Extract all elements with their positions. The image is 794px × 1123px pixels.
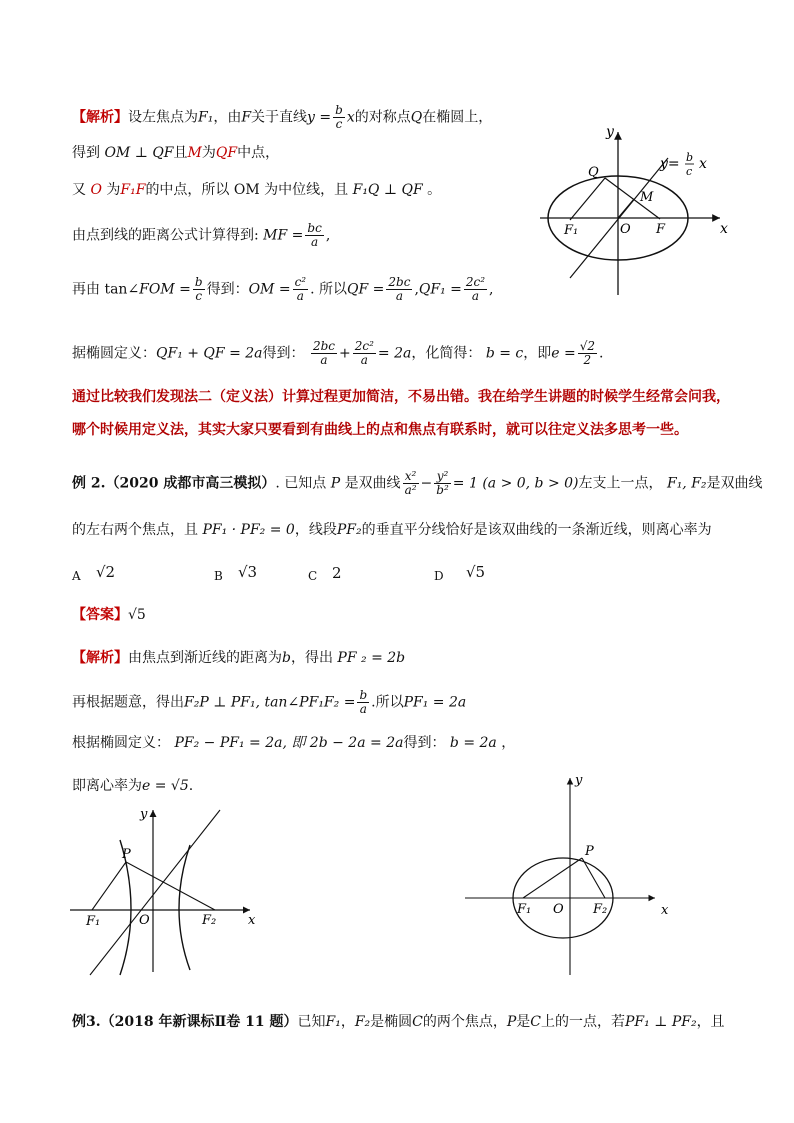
solution2-line-4: 即离心率为e = √5. — [72, 778, 194, 794]
example2-line-1: 例 2.（2020 成都市高三模拟）. 已知点 P 是双曲线 $\frac{\text{x²}}{\text{a²}}$ − $\frac{\text{y²}}{\text{b²}}$ = 1 (a > 0, b > 0)左支上一点， F₁, F₂是双曲线 — [72, 469, 763, 497]
solution-line-2: 得到 OM ⊥ QF且M为QF中点， — [72, 145, 280, 161]
figure-ellipse-reflection — [540, 120, 740, 300]
svg-text:P: P — [585, 844, 594, 859]
fig1-f-label: F — [656, 222, 666, 237]
fraction: $\frac{b}{c}$ — [335, 103, 343, 131]
svg-text:F₂: F₂ — [202, 913, 217, 928]
asymptote-line — [90, 810, 220, 975]
segment-pf2 — [582, 858, 605, 898]
fig1-m-label: M — [640, 190, 654, 205]
fig1-q-label: Q — [588, 165, 599, 180]
option-b-value: √3 — [238, 563, 258, 581]
solution-line-4: 由点到线的距离公式计算得到: MF = $\frac{bc}{a}$ , — [72, 221, 331, 249]
solution-line-5: 再由 tan∠FOM = $\frac{b}{c}$ 得到：OM = $\frac{\text{c²}}{a}$ . 所以QF = $\frac{2bc}{a}$ ,QF₁ = $\frac{\text{2c²}}{a}$ , — [72, 275, 494, 303]
svg-text:F₂: F₂ — [593, 902, 608, 917]
fig1-o-label: O — [620, 222, 631, 237]
solution-line-3: 又 O 为F₁F的中点，所以 OM 为中位线，且 F₁Q ⊥ QF 。 — [72, 182, 442, 198]
option-d-key: D — [434, 569, 444, 583]
segment-pf1 — [92, 862, 126, 910]
svg-text:x: x — [699, 156, 707, 172]
segment-pf2 — [126, 862, 215, 910]
svg-text:P: P — [122, 847, 131, 862]
svg-text:x: x — [661, 903, 669, 918]
answer-line: 【答案】√5 — [72, 607, 146, 623]
svg-text:y: y — [575, 773, 583, 788]
example2-line-2: 的左右两个焦点，且 PF₁ · PF₂ = 0，线段PF₂的垂直平分线恰好是该双曲线的一条渐近线，则离心率为 — [72, 522, 712, 538]
option-a-value: √2 — [96, 563, 116, 581]
option-a-key: A — [72, 569, 81, 583]
option-c-key: C — [308, 569, 318, 583]
svg-text:O: O — [553, 902, 564, 917]
solution-line-1: 【解析】设左焦点为F₁，由F关于直线y = $\frac{b}{c}$ x的对称点Q在椭圆上， — [72, 103, 493, 131]
fig1-line-label: y= — [660, 156, 680, 172]
solution-line-6: 据椭圆定义：QF₁ + QF = 2a得到： $\frac{2bc}{a}$ + $\frac{\text{2c²}}{a}$ = 2a，化简得： b = c，即e = $\frac{√2}{2}$ . — [72, 339, 604, 367]
solution2-line-3: 根据椭圆定义： PF₂ − PF₁ = 2a, 即 2b − 2a = 2a得到： b = 2a ， — [72, 735, 516, 751]
fig1-f1-label: F₁ — [564, 223, 579, 238]
solution2-line-1: 【解析】由焦点到渐近线的距离为b，得出 PF ₂ = 2b — [72, 650, 406, 666]
segment-pf1 — [523, 858, 582, 898]
svg-text:F₁: F₁ — [86, 914, 101, 929]
svg-text:c: c — [686, 165, 693, 178]
hyperbola-right-branch — [179, 845, 190, 970]
figure-hyperbola — [70, 800, 270, 980]
segment-om — [618, 199, 634, 218]
summary-line-2: 哪个时候用定义法，其实大家只要看到有曲线上的点和焦点有联系时，就可以往定义法多思考一些。 — [72, 422, 688, 438]
svg-text:y: y — [140, 807, 148, 822]
option-c-value: 2 — [332, 564, 342, 582]
fig1-y-label: y — [606, 124, 614, 140]
fig1-x-label: x — [720, 221, 728, 237]
summary-line-1: 通过比较我们发现法二（定义法）计算过程更加简洁，不易出错。我在给学生讲题的时候学生经常会问我， — [72, 389, 730, 405]
option-d-value: √5 — [466, 563, 486, 581]
analysis-tag: 【解析】 — [72, 109, 128, 126]
svg-text:F₁: F₁ — [517, 902, 532, 917]
option-b-key: B — [214, 569, 223, 583]
figure-ellipse-point — [465, 770, 685, 980]
svg-text:b: b — [686, 151, 694, 164]
example3-line-1: 例3.（2018 年新课标Ⅱ卷 11 题）已知F₁，F₂是椭圆C的两个焦点，P是C上的一点，若PF₁ ⊥ PF₂，且 — [72, 1014, 725, 1030]
svg-text:O: O — [139, 913, 150, 928]
solution2-line-2: 再根据题意，得出F₂P ⊥ PF₁, tan∠PF₁F₂ = $\frac{b}{a}$ .所以PF₁ = 2a — [72, 688, 467, 716]
svg-text:x: x — [248, 913, 256, 928]
